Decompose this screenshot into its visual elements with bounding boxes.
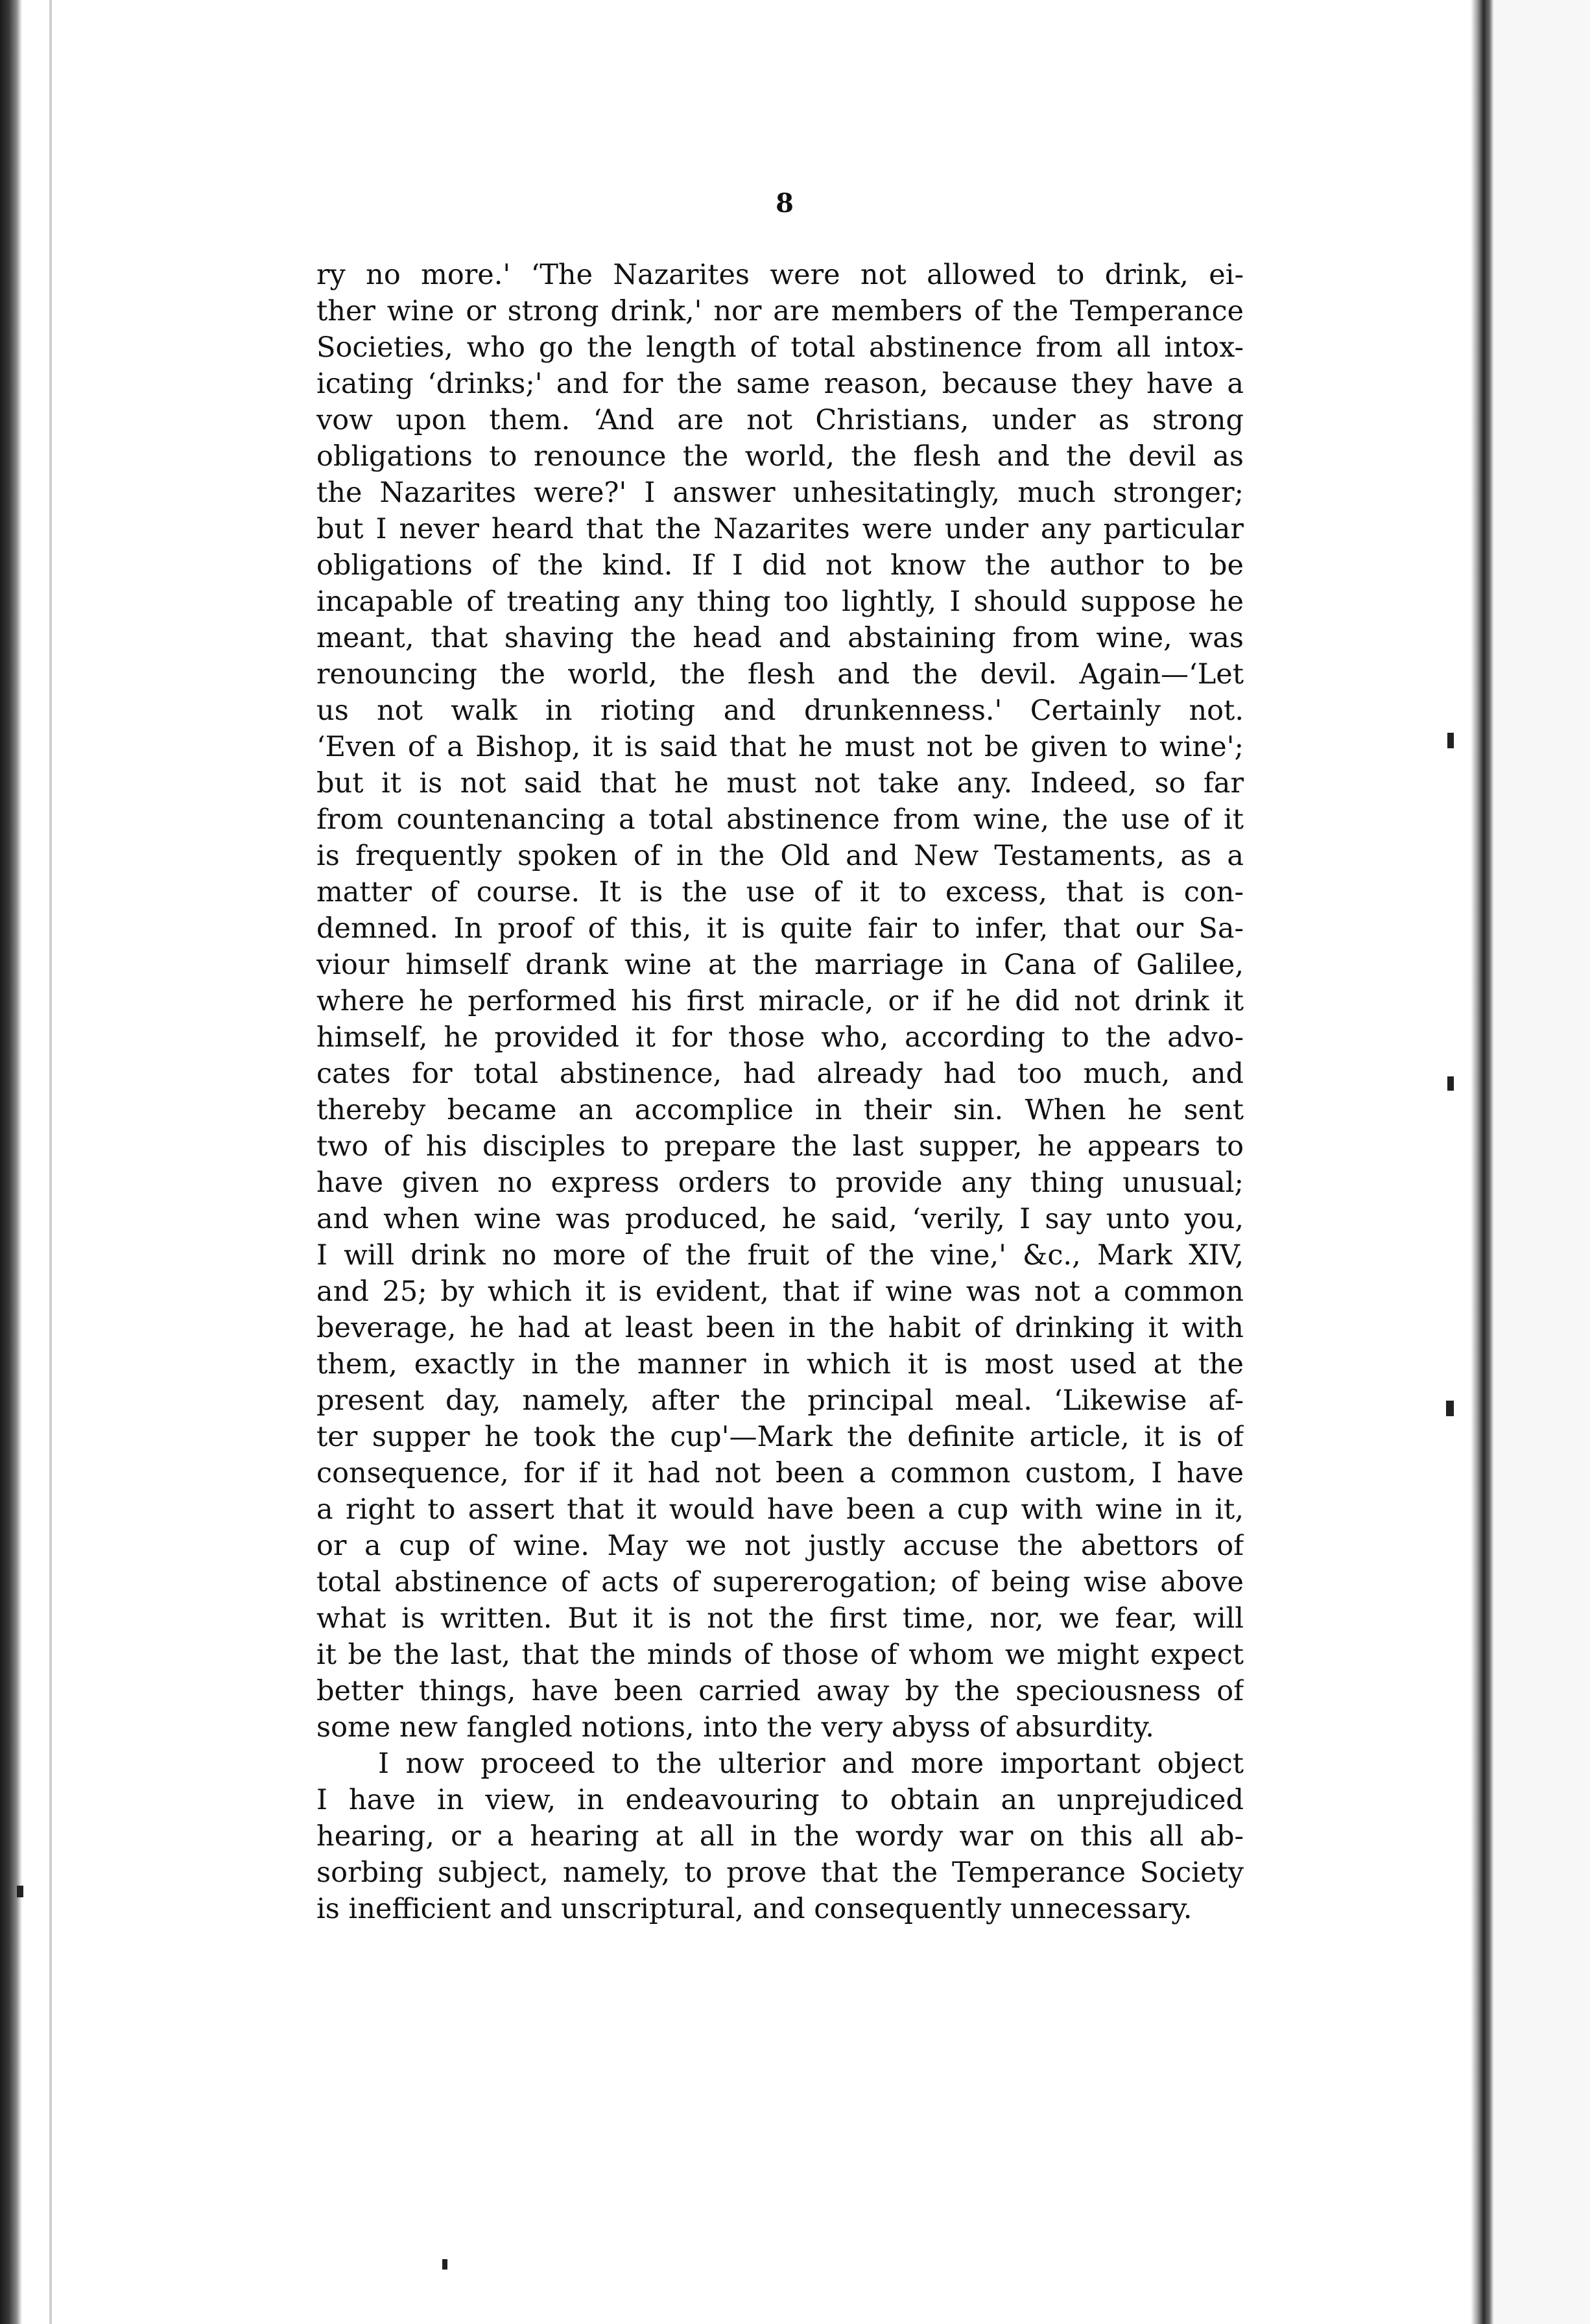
scan-speck [1447,733,1454,748]
text-line: thereby became an accomplice in their sin. When he sent [316,1094,1244,1126]
text-line: Societies, who go the length of total abstinence from all intox- [316,331,1244,364]
text-line: is frequently spoken of in the Old and New Testaments, as a [316,840,1244,872]
text-line: it be the last, that the minds of those of whom we might expect [316,1639,1244,1671]
text-line: from countenancing a total abstinence from wine, the use of it [316,803,1244,836]
text-line: better things, have been carried away by the speciousness of [316,1675,1244,1707]
text-line: a right to assert that it would have been a cup with wine in it, [316,1493,1244,1526]
text-line: where he performed his first miracle, or if he did not drink it [316,985,1244,1017]
text-line: incapable of treating any thing too lightly, I should suppose he [316,586,1244,618]
text-line: vow upon them. ‘And are not Christians, under as strong [316,404,1244,436]
text-line: present day, namely, after the principal meal. ‘Likewise af- [316,1384,1244,1417]
text-line: some new fangled notions, into the very abyss of absurdity. [316,1711,1154,1744]
text-line: and when wine was produced, he said, ‘verily, I say unto you, [316,1203,1244,1235]
text-line: the Nazarites were?' I answer unhesitatingly, much stronger; [316,477,1244,509]
text-line: demned. In proof of this, it is quite fair to infer, that our Sa- [316,912,1244,945]
text-line: them, exactly in the manner in which it is most used at the [316,1348,1244,1381]
scan-speck [17,1886,23,1897]
text-line: sorbing subject, namely, to prove that the Temperance Society [316,1856,1244,1889]
text-line: is inefficient and unscriptural, and consequently unnecessary. [316,1893,1192,1925]
scan-speck [1447,1076,1454,1091]
page-gutter-shadow [1471,0,1494,2324]
page-left-edge-line [49,0,52,2324]
text-line: us not walk in rioting and drunkenness.' Certainly not. [316,694,1244,727]
text-line: beverage, he had at least been in the habit of drinking it with [316,1312,1244,1344]
text-line: ‘Even of a Bishop, it is said that he must not be given to wine'; [316,731,1244,763]
text-line: obligations of the kind. If I did not know the author to be [316,549,1244,582]
text-line: I now proceed to the ulterior and more important object [378,1748,1244,1780]
text-line: or a cup of wine. May we not justly accuse the abettors of [316,1530,1244,1562]
text-line: but I never heard that the Nazarites were under any particular [316,513,1244,545]
text-line: and 25; by which it is evident, that if wine was not a common [316,1275,1244,1308]
text-line: meant, that shaving the head and abstaining from wine, was [316,622,1244,654]
text-line: himself, he provided it for those who, according to the advo- [316,1021,1244,1054]
text-line: but it is not said that he must not take any. Indeed, so far [316,767,1244,800]
facing-page-edge [1494,0,1590,2324]
text-line: matter of course. It is the use of it to excess, that is con- [316,876,1244,908]
text-line: renouncing the world, the flesh and the devil. Again—‘Let [316,658,1244,691]
text-line: icating ‘drinks;' and for the same reason, because they have a [316,368,1244,400]
scan-speck [1446,1401,1454,1416]
scan-speck [442,2259,447,2270]
text-line: viour himself drank wine at the marriage in Cana of Galilee, [316,949,1244,981]
page-number: 8 [776,188,794,219]
text-line: have given no express orders to provide any thing unusual; [316,1167,1244,1199]
text-line: total abstinence of acts of supererogation; of being wise above [316,1566,1244,1598]
text-line: ther wine or strong drink,' nor are members of the Temperance [316,295,1244,327]
text-line: two of his disciples to prepare the last supper, he appears to [316,1130,1244,1163]
text-line: hearing, or a hearing at all in the wordy war on this all ab- [316,1820,1244,1853]
text-line: I have in view, in endeavouring to obtain an unprejudiced [316,1784,1244,1816]
text-line: obligations to renounce the world, the flesh and the devil as [316,440,1244,473]
body-text [316,257,1244,1927]
text-line: I will drink no more of the fruit of the vine,' &c., Mark XIV, [316,1239,1244,1272]
page-left-shadow [0,0,22,2324]
text-line: ry no more.' ‘The Nazarites were not allowed to drink, ei- [316,259,1244,291]
text-line: consequence, for if it had not been a common custom, I have [316,1457,1244,1489]
text-line: what is written. But it is not the first time, nor, we fear, will [316,1602,1244,1635]
text-line: ter supper he took the cup'—Mark the definite article, it is of [316,1421,1244,1453]
text-line: cates for total abstinence, had already had too much, and [316,1058,1244,1090]
